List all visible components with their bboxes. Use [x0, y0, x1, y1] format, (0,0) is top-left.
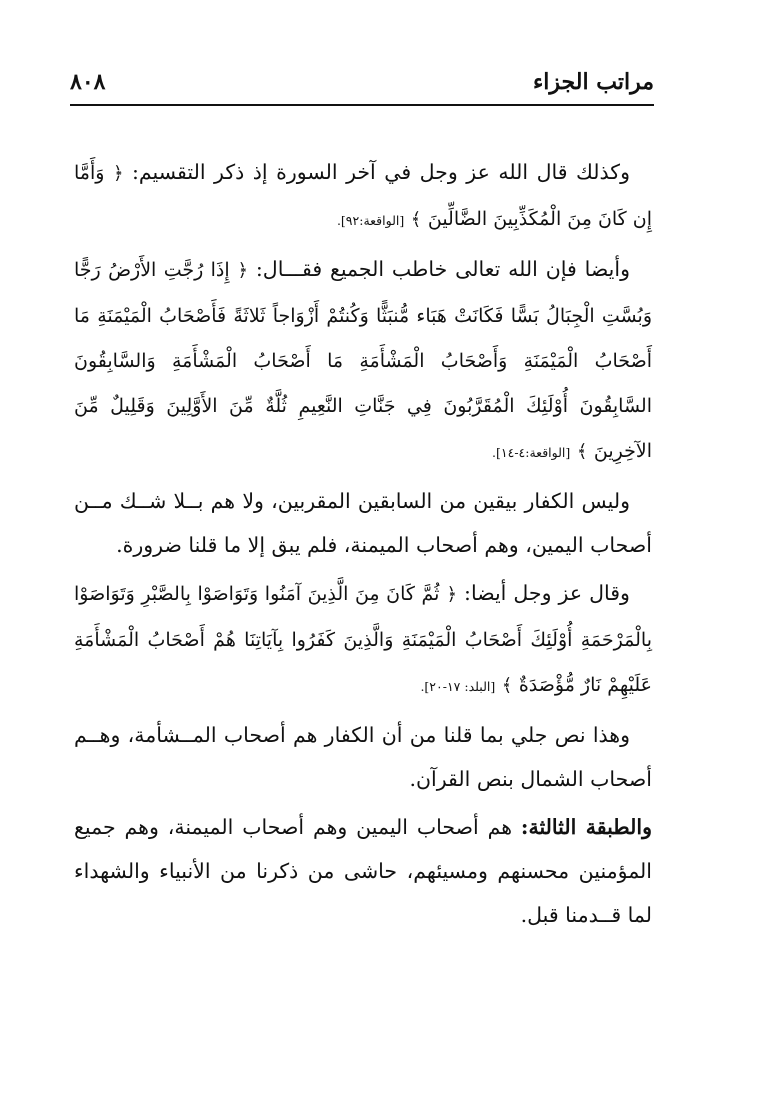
verse-open-bracket: ﴿ — [112, 163, 124, 184]
page-number: ٨٠٨ — [70, 69, 106, 95]
paragraph-6 — [74, 805, 652, 937]
header-rule — [70, 104, 654, 106]
paragraph-5: وهذا نص جلي بما قلنا من أن الكفار هم أصحاب المــشأمة، وهــم أصحاب الشمال بنص القرآن. — [74, 723, 652, 791]
verse-2-reference: [الواقعة:٤-١٤]. — [492, 445, 571, 460]
paragraph-1-intro: وكذلك قال الله عز وجل في آخر السورة إذ ذكر التقسيم: — [132, 160, 630, 184]
verse-open-bracket: ﴿ — [446, 584, 458, 605]
paragraph-4-intro: وقال عز وجل أيضا: — [464, 581, 630, 605]
verse-2: إِذَا رُجَّتِ الأَرْضُ رَجًّا وَبُسَّتِ الْجِبَالُ بَسًّا فَكَانَتْ هَبَاء مُّنبَثًّا وَكُنتُمْ أَزْوَاجاً ثَلاثَةً فَأَصْحَابُ الْمَيْمَنَةِ مَا أَصْحَابُ الْمَيْمَنَةِ وَأَصْحَابُ الْمَشْأَمَةِ مَا أَصْحَابُ الْمَشْأَمَةِ وَالسَّابِقُونَ السَّابِقُونَ أُوْلَئِكَ الْمُقَرَّبُونَ فِي جَنَّاتِ النَّعِيمِ ثُلَّةٌ مِّنَ الأَوَّلِينَ وَقَلِيلٌ مِّنَ الآخِرِينَ — [74, 259, 652, 462]
body-text — [74, 150, 652, 941]
verse-open-bracket: ﴿ — [237, 260, 249, 281]
running-header — [70, 62, 654, 102]
paragraph-2 — [74, 247, 652, 475]
paragraph-2-intro: وأيضا فإن الله تعالى خاطب الجميع فقـــال: — [255, 257, 630, 281]
paragraph-4 — [74, 571, 652, 709]
verse-3: ثُمَّ كَانَ مِنَ الَّذِينَ آمَنُوا وَتَوَاصَوْا بِالصَّبْرِ وَتَوَاصَوْا بِالْمَرْحَمَةِ أُوْلَئِكَ أَصْحَابُ الْمَيْمَنَةِ وَالَّذِينَ كَفَرُوا بِآيَاتِنَا هُمْ أَصْحَابُ الْمَشْأَمَةِ عَلَيْهِمْ نَارٌ مُّؤْصَدَةٌ — [74, 583, 652, 696]
verse-1-reference: [الواقعة:٩٢]. — [336, 213, 405, 228]
paragraph-6-text: هم أصحاب اليمين وهم أصحاب الميمنة، وهم جميع المؤمنين محسنهم ومسيئهم، حاشى من ذكرنا من الأنبياء والشهداء لما قــدمنا قبل. — [74, 815, 652, 927]
verse-close-bracket: ﴾ — [410, 209, 422, 230]
verse-3-reference: [البلد: ١٧-٢٠]. — [420, 679, 496, 694]
page-title: مراتب الجزاء — [532, 69, 654, 95]
paragraph-1 — [74, 150, 652, 243]
paragraph-3: وليس الكفار بيقين من السابقين المقربين، ولا هم بــلا شــك مــن أصحاب اليمين، وهم أصحاب الميمنة، فلم يبق إلا ما قلنا ضرورة. — [74, 489, 652, 557]
verse-1: وَأَمَّا إِن كَانَ مِنَ الْمُكَذِّبِينَ الضَّالِّينَ — [74, 162, 652, 230]
section-heading: والطبقة الثالثة: — [520, 815, 652, 839]
verse-close-bracket: ﴾ — [501, 675, 513, 696]
verse-close-bracket: ﴾ — [576, 441, 588, 462]
